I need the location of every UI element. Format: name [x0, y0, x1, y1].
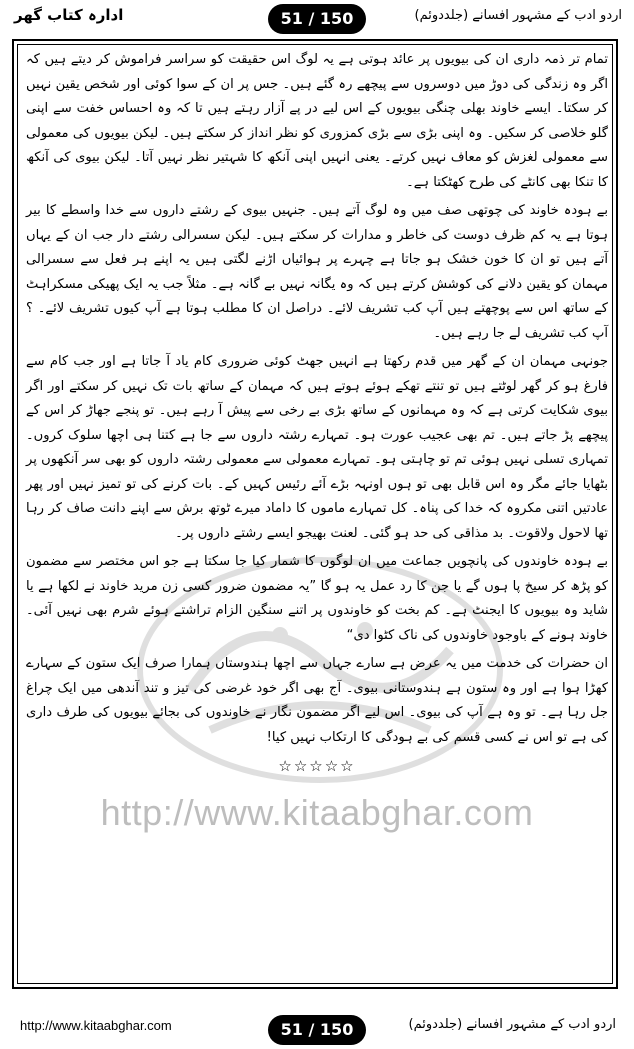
site-name: ادارہ کتاب گھر	[14, 6, 124, 24]
section-separator: ☆☆☆☆☆	[278, 757, 356, 775]
page-header	[0, 0, 634, 40]
footer-book-title: اردو ادب کے مشہور افسانے (جلددوئم)	[408, 1017, 616, 1032]
paragraph: جونہی مہمان ان کے گھر میں قدم رکھتا ہے انہیں جھٹ کوئی ضروری کام یاد آ جاتا ہے اور جب کام سے فارغ ہو کر گھر لوٹتے ہیں تو تنتے تھکے ہوئے ہوتے ہیں کہ مہمان کے ساتھ بات تک نہیں کر سکتے اور اگر بیوی شکایت کرتی ہے کہ وہ مہمانوں کے ساتھ بڑی بے رخی سے پیش آ رہے ہیں۔ تو پنجے جھاڑ کر اس کے پیچھے پڑ جاتے ہیں۔ تم بھی عجیب عورت ہو۔ تمہارے رشتہ داروں سے جا ہے کتنا ہی اچھا سلوک کروں۔ تمہاری تسلی نہیں ہوئی تم تو چاہتی ہو۔ تمہارے معمولی سے معمولی رشتہ داروں کو بھی سر آنکھوں پر بٹھایا جائے مگر وہ اس قابل بھی تو ہوں اونہہ بڑے آئے رئیس کہیں کے۔ بات کرنے کی تو تمیز نہیں اور پھر عادتیں اتنی مکروہ کہ خدا کی پناہ۔ کل تمہارے ماموں کا داماد میرے ٹوتھ برش سے اپنے دانت صاف کر رہا تھا لاحول ولاقوت۔ بد مذاقی کی حد ہو گئی۔ لعنت بھیجو ایسے رشتے داروں پر۔	[26, 354, 608, 541]
url-watermark: http://www.kitaabghar.com	[100, 792, 534, 833]
paragraph: تمام تر ذمہ داری ان کی بیویوں پر عائد ہوتی ہے یہ لوگ اس حقیقت کو سراسر فراموش کر دیتے ہیں کہ اگر وہ زندگی کی دوڑ میں دوسروں سے پیچھے رہ گئے ہیں۔ جس پر ان کے سوا کوئی اور شخص یقین نہیں کر سکتا۔ ایسے خاوند بھلی چنگی بیویوں کے اس لیے در پے آزار رہتے ہیں تا کہ وہ احساس خفت سے اپنی گلو خلاصی کر سکیں۔ وہ اپنی بڑی سے بڑی کمزوری کو نظر انداز کر سکتے ہیں۔ لیکن بیویوں کی معمولی سے معمولی لغزش کو معاف نہیں کرتے۔ یعنی انہیں اپنی آنکھ کا شہتیر نظر نہیں آتا۔ لیکن بیوی کی آنکھ کا تنکا بھی کانٹے کی طرح کھٹکتا ہے۔	[26, 52, 608, 190]
page-number-badge: 51 / 150	[268, 4, 366, 34]
paragraph: ان حضرات کی خدمت میں یہ عرض ہے سارے جہاں سے اچھا ہندوستاں ہمارا صرف ایک ستون کے سہارے کھڑا ہوا ہے اور وہ ستون ہے ہندوستانی بیوی۔ آج بھی اگر خود غرضی کی تیز و تند آندھی میں ایک چراغ جل رہا ہے۔ تو وہ ہے آپ کی بیوی۔ اس لیے اگر مضمون نگار نے خاوندوں کی بجائے بیویوں کی طرف داری کی ہے تو اس نے کسی قسم کی بے ہودگی کا ارتکاب نہیں کیا!	[26, 656, 608, 745]
footer-url-link[interactable]: http://www.kitaabghar.com	[20, 1018, 172, 1033]
article-body	[26, 48, 608, 754]
footer-page-number-badge: 51 / 150	[268, 1015, 366, 1045]
paragraph: بے ہودہ خاوند کی چوتھی صف میں وہ لوگ آتے ہیں۔ جنہیں بیوی کے رشتے داروں سے خدا واسطے کا بیر ہوتا ہے یہ کم ظرف دوست کی خاطر و مدارات کر سکتے ہیں۔ لیکن سسرالی رشتے دار جب ان کے یہاں آتے ہیں تو ان کا خون خشک ہو جاتا ہے چہرے پر ہوائیاں اڑنے لگتی ہیں یہ اپنے ہر فعل سے سسرالی مہمان کو یقین دلانے کی کوشش کرتے ہیں کہ وہ یگانہ نہیں بے گانہ ہے۔ مثلاً جب یہ ایک پھیکی مسکراہٹ کے ساتھ اس سے پوچھتے ہیں آپ کب تشریف لائے۔ دراصل ان کا مطلب ہوتا ہے آپ کیوں تشریف لائے۔ ؟ آپ کب تشریف لے جا رہے ہیں۔	[26, 203, 608, 341]
page-footer	[0, 1008, 634, 1049]
book-title: اردو ادب کے مشہور افسانے (جلددوئم)	[414, 8, 622, 23]
paragraph: بے ہودہ خاوندوں کی پانچویں جماعت میں ان لوگوں کا شمار کیا جا سکتا ہے جو اس مختصر سے مضمون کو پڑھ کر سیخ پا ہوں گے یا جن کا رد عمل یہ ہو گا ”یہ مضمون ضرور کسی زن مرید خاوند نے لکھا ہے یا شاید وہ بیویوں کا ایجنٹ ہے۔ کم بخت کو خاوندوں پر اتنے سنگین الزام تراشتے ہوئے شرم بھی نہیں آئی۔ خاوند ہونے کے باوجود خاوندوں کی ناک کٹوا دی“	[26, 554, 608, 643]
